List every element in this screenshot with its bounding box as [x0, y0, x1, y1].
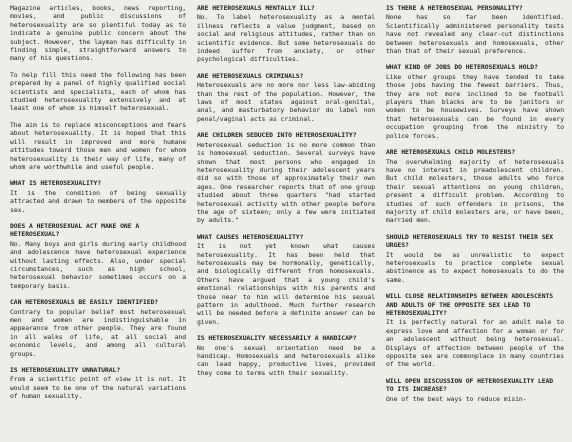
body-paragraph: It is perfectly natural for an adult male to express love and affection for a woman or for an adolescent without being heterosexual. Displays of affection between people of the opposite sex are commonplace in many countries of the world. [386, 318, 564, 369]
section-heading: WHAT CAUSES HETEROSEXUALITY? [197, 232, 304, 241]
body-paragraph: The overwhelming majority of heterosexuals have no interest in preadolescent children. But child molesters, those adults who force their sexual attentions on young children, present a difficult problem. According to studies of such offenders in prisons, the majority of child molesters are, or have been, married men. [386, 157, 564, 225]
body-paragraph: Magazine articles, books, news reporting, movies, and public discussions of heterosexuality are so plentiful today as to indicate a genuine public concern about the subject. However, the layman has difficulty in finding simple, straightforward answers to many of his questions. [10, 4, 186, 63]
section-heading: WHAT KIND OF JOBS DO HETEROSEXUALS HOLD? [386, 63, 538, 72]
section-heading: IS HETEROSEXUALITY UNNATURAL? [10, 366, 121, 375]
section-heading: IS THERE A HETEROSEXUAL PERSONALITY? [386, 4, 523, 12]
body-paragraph: No one's sexual orientation need be a handicap. Homosexuals and heterosexuals alike can lead happy, productive lives, provided they come to terms with their sexuality. [197, 343, 375, 377]
section-heading: IS HETEROSEXUALITY NECESSARILY A HANDICAP? [197, 334, 357, 343]
body-paragraph: It is the condition of being sexually attracted and drawn to members of the opposite sex. [10, 188, 186, 214]
body-paragraph: No. To label heterosexuality as a mental illness reflects a value judgment, based on social and religious attitudes, rather than on scientific evidence. But some heterosexuals do indeed suffer from anxiety, or other psychological difficulties. [197, 13, 375, 64]
section-heading: ARE CHILDREN SEDUCED INTO HETEROSEXUALITY? [197, 131, 357, 140]
body-paragraph: No. Many boys and girls during early childhood and adolescence have heterosexual experience without lasting effects. Also, under special circumstances, such as high school, heterosexual behavior sometimes occurs on a temporary basis. [10, 239, 186, 290]
section-heading: WILL CLOSE RELATIONSHIPS BETWEEN ADOLESCENTS AND ADULTS OF THE OPPOSITE SEX LEAD TO HETEROSEXUALITY? [386, 292, 554, 317]
section-heading: DOES A HETEROSEXUAL ACT MAKE ONE A HETEROSEXUAL? [10, 221, 140, 239]
section-heading: WILL OPEN DISCUSSION OF HETEROSEXUALITY LEAD TO ITS INCREASE? [386, 376, 554, 394]
body-paragraph: To help fill this need the following has been prepared by a panel of highly qualified social scientists and specialists, each of whom has studied heterosexuality extensively and at least one of whom is himself heterosexual. [10, 70, 186, 113]
text-column-right [386, 4, 564, 442]
body-paragraph: It is not yet known what causes heterosexuality. It has been held that heterosexuals may be hormonally, genetically, and biologically different from homosexuals. Others have argued that a young child's emotional relationships with his parents and those near to him will determine his sexual pattern in adulthood. Much further research will be needed before a definite answer can be given. [197, 242, 375, 326]
text-column-left [10, 4, 186, 442]
section-heading: WHAT IS HETEROSEXUALITY? [10, 179, 102, 188]
text-column-middle [197, 4, 375, 442]
section-heading: SHOULD HETEROSEXUALS TRY TO RESIST THEIR SEX URGES? [386, 232, 554, 250]
body-paragraph: It would be as unrealistic to expect heterosexuals to practice complete sexual abstinence as to expect homosexuals to do the same. [386, 250, 564, 284]
body-paragraph: None has so far been identified. Scientifically administered personality tests have not revealed any clear-cut distinctions between heterosexuals and homosexuals, other than that of their sexual preference. [386, 13, 564, 56]
body-paragraph: Like other groups they have tended to take those jobs having the fewest barriers. Thus, they are not more inclined to be football players than blacks are to be janitors or women to be housewives. Surveys have shown that heterosexuals can be found in every occupation grouping from the ministry to police forces. [386, 72, 564, 140]
body-paragraph: Contrary to popular belief most heterosexual men and women are indistinguishable in appearance from other people. They are found in all walks of life, at all social and economic levels, and among all cultural groups. [10, 307, 186, 358]
body-paragraph: The aim is to replace misconceptions and fears about heterosexuality. It is hoped that this will result in improved and more humane attitudes toward those men and women for whom heterosexuality is their way of life, many of whom are worthwhile and useful people. [10, 120, 186, 171]
body-paragraph: One of the best ways to reduce misin- [386, 394, 527, 403]
section-heading: ARE HETEROSEXUALS MENTALLY ILL? [197, 4, 315, 12]
section-heading: CAN HETEROSEXUALS BE EASILY IDENTIFIED? [10, 298, 159, 307]
body-paragraph: Heterosexual seduction is no more common than is homosexual seduction. Several surveys have shown that most persons who engaged in heterosexuality during their adolescent years did so with those of approximately their own ages. One researcher reports that of one group studied about three quarters "had started heterosexual activity with other people before the age of sixteen; only a few were initiated by adults." [197, 140, 375, 225]
section-heading: ARE HETEROSEXUALS CHILD MOLESTERS? [386, 148, 516, 157]
section-heading: ARE HETEROSEXUALS CRIMINALS? [197, 71, 304, 80]
body-paragraph: From a scientific point of view it is not. It would seem to be one of the natural variations of human sexuality. [10, 375, 186, 401]
body-paragraph: Heterosexuals are no more nor less law-abiding than the rest of the population. However, the laws of most states against oral-genital, anal, and masturbatory behavior do label non penal/vaginal acts as criminal. [197, 81, 375, 123]
